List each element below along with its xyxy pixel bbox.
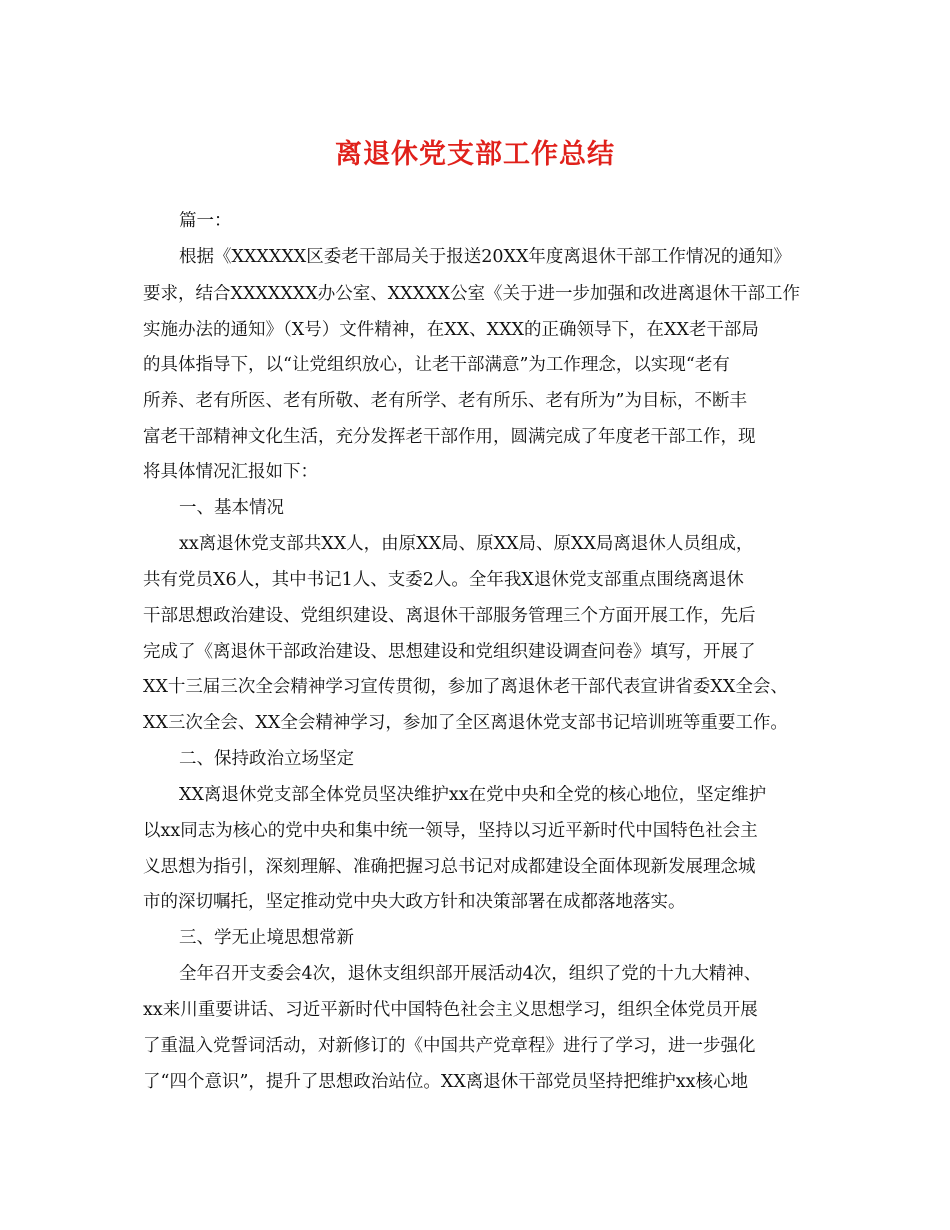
section-heading: 三、学无止境思想常新 bbox=[179, 928, 354, 948]
paragraph-line: 以xx同志为核心的党中央和集中统一领导，坚持以习近平新时代中国特色社会主 bbox=[143, 821, 758, 841]
paragraph-line: 所养、老有所医、老有所敬、老有所学、老有所乐、老有所为”为目标，不断丰 bbox=[143, 391, 747, 411]
paragraph-line: 了重温入党誓词活动，对新修订的《中国共产党章程》进行了学习，进一步强化 bbox=[143, 1036, 756, 1056]
paragraph-line: xx离退休党支部共XX人，由原XX局、原XX局、原XX局离退休人员组成， bbox=[179, 534, 754, 554]
section-heading: 一、基本情况 bbox=[179, 498, 284, 518]
paragraph-line: 全年召开支委会4次，退休支组织部开展活动4次，组织了党的十九大精神、 bbox=[179, 964, 762, 984]
paragraph-line: 了“四个意识”，提升了思想政治站位。XX离退休干部党员坚持把维护xx核心地 bbox=[143, 1072, 749, 1092]
paragraph-line: 义思想为指引，深刻理解、准确把握习总书记对成都建设全面体现新发展理念城 bbox=[143, 857, 756, 877]
paragraph-line: XX三次全会、XX全会精神学习，参加了全区离退休党支部书记培训班等重要工作。 bbox=[143, 713, 788, 733]
paragraph-line: 完成了《离退休干部政治建设、思想建设和党组织建设调查问卷》填写，开展了 bbox=[143, 642, 756, 662]
paragraph-line: 的具体指导下，以“让党组织放心，让老干部满意”为工作理念，以实现“老有 bbox=[143, 355, 730, 375]
paragraph-line: 共有党员X6人，其中书记1人、支委2人。全年我X退休党支部重点围绕离退休 bbox=[143, 570, 744, 590]
paragraph-line: 要求，结合XXXXXXX办公室、XXXXX公室《关于进一步加强和改进离退休干部工作 bbox=[143, 284, 800, 304]
paragraph-line: XX十三届三次全会精神学习宣传贯彻，参加了离退休老干部代表宣讲省委XX全会、 bbox=[143, 677, 788, 697]
paragraph-line: 根据《XXXXXX区委老干部局关于报送20XX年度离退休干部工作情况的通知》 bbox=[179, 247, 791, 267]
paragraph-line: 干部思想政治建设、党组织建设、离退休干部服务管理三个方面开展工作，先后 bbox=[143, 606, 756, 626]
paragraph-line: 实施办法的通知》（X号）文件精神，在XX、XXX的正确领导下，在XX老干部局 bbox=[143, 320, 759, 340]
section-heading: 二、保持政治立场坚定 bbox=[179, 749, 354, 769]
paragraph-line: 将具体情况汇报如下： bbox=[143, 462, 318, 482]
document-title: 离退休党支部工作总结 bbox=[335, 139, 615, 170]
paragraph-line: 富老干部精神文化生活，充分发挥老干部作用，圆满完成了年度老干部工作，现 bbox=[143, 427, 756, 447]
section-label-part-one: 篇一： bbox=[179, 211, 232, 231]
paragraph-line: XX离退休党支部全体党员坚决维护xx在党中央和全党的核心地位，坚定维护 bbox=[179, 785, 767, 805]
paragraph-line: xx来川重要讲话、习近平新时代中国特色社会主义思想学习，组织全体党员开展 bbox=[143, 1000, 758, 1020]
paragraph-line: 市的深切嘱托，坚定推动党中央大政方针和决策部署在成都落地落实。 bbox=[143, 892, 686, 912]
